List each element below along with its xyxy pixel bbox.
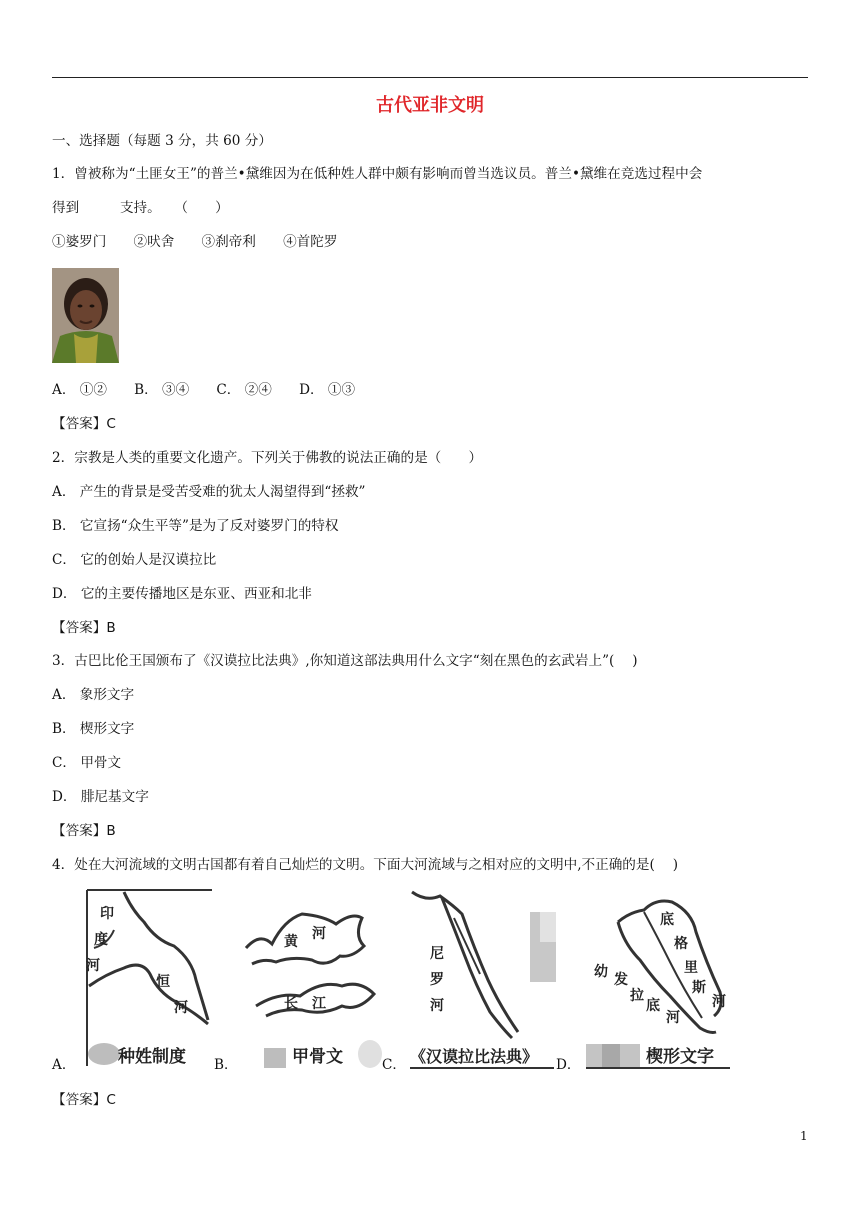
map-a-river-char: 印	[100, 906, 114, 922]
q3-answer: 【答案】B	[52, 823, 116, 839]
q3-option-b: B． 楔形文字	[52, 721, 135, 737]
map-a-river-char: 河	[86, 958, 100, 974]
map-b-letter: B．	[214, 1057, 238, 1073]
map-b	[242, 888, 382, 1072]
map-c-caption: 《汉谟拉比法典》	[410, 1047, 539, 1066]
q2-stem: 2．宗教是人类的重要文化遗产。下列关于佛教的说法正确的是（ ）	[52, 450, 483, 466]
header-rule	[52, 77, 808, 78]
map-c-letter: C．	[382, 1057, 406, 1073]
map-d	[584, 888, 734, 1072]
map-a-river-char: 度	[94, 932, 108, 948]
q1-items: ①婆罗门 ②吠舍 ③刹帝利 ④首陀罗	[52, 234, 338, 250]
map-d-letter: D．	[556, 1057, 581, 1073]
map-b-river-char: 河	[312, 926, 326, 942]
map-d-river-char: 底	[646, 998, 660, 1014]
map-c	[408, 888, 560, 1072]
q1-answer: 【答案】C	[52, 416, 116, 432]
map-d-caption: 楔形文字	[646, 1047, 714, 1067]
map-a-letter: A．	[52, 1057, 76, 1073]
map-d-river-char: 幼	[594, 964, 608, 980]
map-b-caption: 甲骨文	[292, 1047, 343, 1067]
map-b-river-char: 黄	[284, 934, 298, 950]
q2-option-d: D． 它的主要传播地区是东亚、西亚和北非	[52, 586, 312, 602]
map-a-caption: 种姓制度	[118, 1047, 186, 1067]
map-d-river-char: 里	[684, 960, 698, 976]
map-d-river-char: 发	[614, 972, 628, 988]
map-d-river-char: 斯	[692, 980, 706, 996]
q3-option-a: A． 象形文字	[52, 687, 135, 703]
q1-choices: A． ①② B． ③④ C． ②④ D． ①③	[52, 382, 356, 398]
q2-option-a: A． 产生的背景是受苦受难的犹太人渴望得到“拯救”	[52, 484, 366, 500]
q2-answer: 【答案】B	[52, 620, 116, 636]
map-a	[84, 888, 216, 1072]
q3-stem: 3．古巴比伦王国颁布了《汉谟拉比法典》,你知道这部法典用什么文字“刻在黑色的玄武岩上”( )	[52, 653, 638, 669]
map-d-river-char: 河	[666, 1010, 680, 1026]
q4-stem: 4．处在大河流域的文明古国都有着自己灿烂的文明。下面大河流域与之相对应的文明中,不正确的是( )	[52, 857, 679, 873]
q1-stem-line1: 1．曾被称为“土匪女王”的普兰•黛维因为在低种姓人群中颇有影响而曾当选议员。普兰•黛维在竞选过程中会	[52, 166, 703, 182]
q2-option-b: B． 它宣扬“众生平等”是为了反对婆罗门的特权	[52, 518, 339, 534]
map-d-river-char: 河	[712, 994, 726, 1010]
q3-option-d: D． 腓尼基文字	[52, 789, 149, 805]
map-d-river-char: 底	[660, 912, 674, 928]
map-a-river-char: 恒	[156, 974, 170, 990]
map-c-river-char: 河	[430, 998, 444, 1014]
map-b-river-char: 长	[284, 996, 298, 1012]
page-title: 古代亚非文明	[376, 95, 484, 116]
map-c-river-char: 尼	[430, 946, 444, 962]
q3-option-c: C． 甲骨文	[52, 755, 122, 771]
q4-answer: 【答案】C	[52, 1092, 116, 1108]
q2-option-c: C． 它的创始人是汉谟拉比	[52, 552, 217, 568]
section-heading: 一、选择题（每题 3 分，共 60 分）	[52, 133, 272, 149]
q1-stem-line2: 得到 支持。 （ ）	[52, 200, 229, 216]
portrait-photo	[52, 268, 119, 363]
page-number: 1	[800, 1129, 808, 1143]
map-d-river-char: 拉	[630, 988, 644, 1004]
map-d-river-char: 格	[674, 936, 688, 952]
map-b-river-char: 江	[312, 996, 326, 1012]
map-a-river-char: 河	[174, 1000, 188, 1016]
map-c-river-char: 罗	[430, 972, 444, 988]
